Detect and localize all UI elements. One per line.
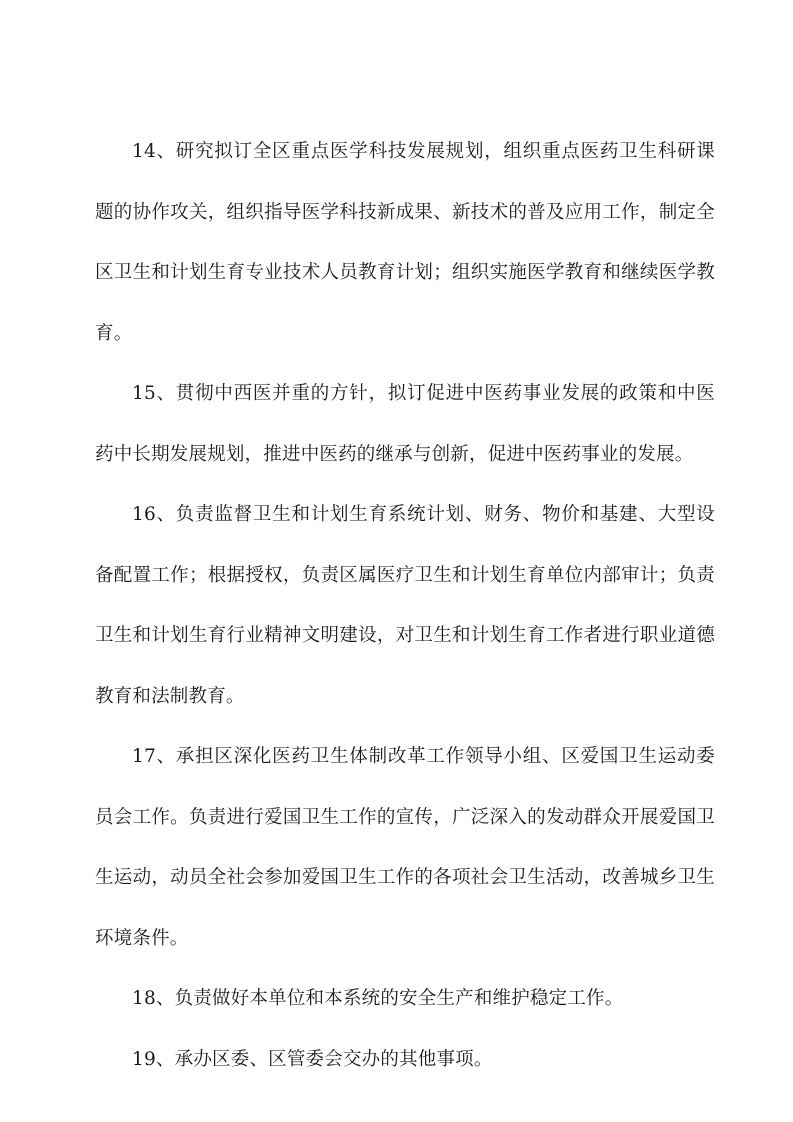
paragraph-item-15: 15、贯彻中西医并重的方针，拟订促进中医药事业发展的政策和中医药中长期发展规划，推进中医药的继承与创新，促进中医药事业的发展。 xyxy=(95,383,715,465)
paragraph-item-16: 16、负责监督卫生和计划生育系统计划、财务、物价和基建、大型设备配置工作；根据授权，负责区属医疗卫生和计划生育单位内部审计；负责卫生和计划生育行业精神文明建设，对卫生和计划生育工作者进行职业道德教育和法制教育。 xyxy=(95,504,715,707)
paragraph-item-18: 18、负责做好本单位和本系统的安全生产和维护稳定工作。 xyxy=(132,988,624,1009)
paragraph-item-17: 17、承担区深化医药卫生体制改革工作领导小组、区爱国卫生运动委员会工作。负责进行爱国卫生工作的宣传，广泛深入的发动群众开展爱国卫生运动，动员全社会参加爱国卫生工作的各项社会卫生活动，改善城乡卫生环境条件。 xyxy=(95,746,715,949)
paragraph-item-14: 14、研究拟订全区重点医学科技发展规划，组织重点医药卫生科研课题的协作攻关，组织指导医学科技新成果、新技术的普及应用工作，制定全区卫生和计划生育专业技术人员教育计划；组织实施医学教育和继续医学教育。 xyxy=(95,141,715,344)
paragraph-item-19: 19、承办区委、区管委会交办的其他事项。 xyxy=(132,1048,493,1070)
document-body xyxy=(95,122,715,1090)
